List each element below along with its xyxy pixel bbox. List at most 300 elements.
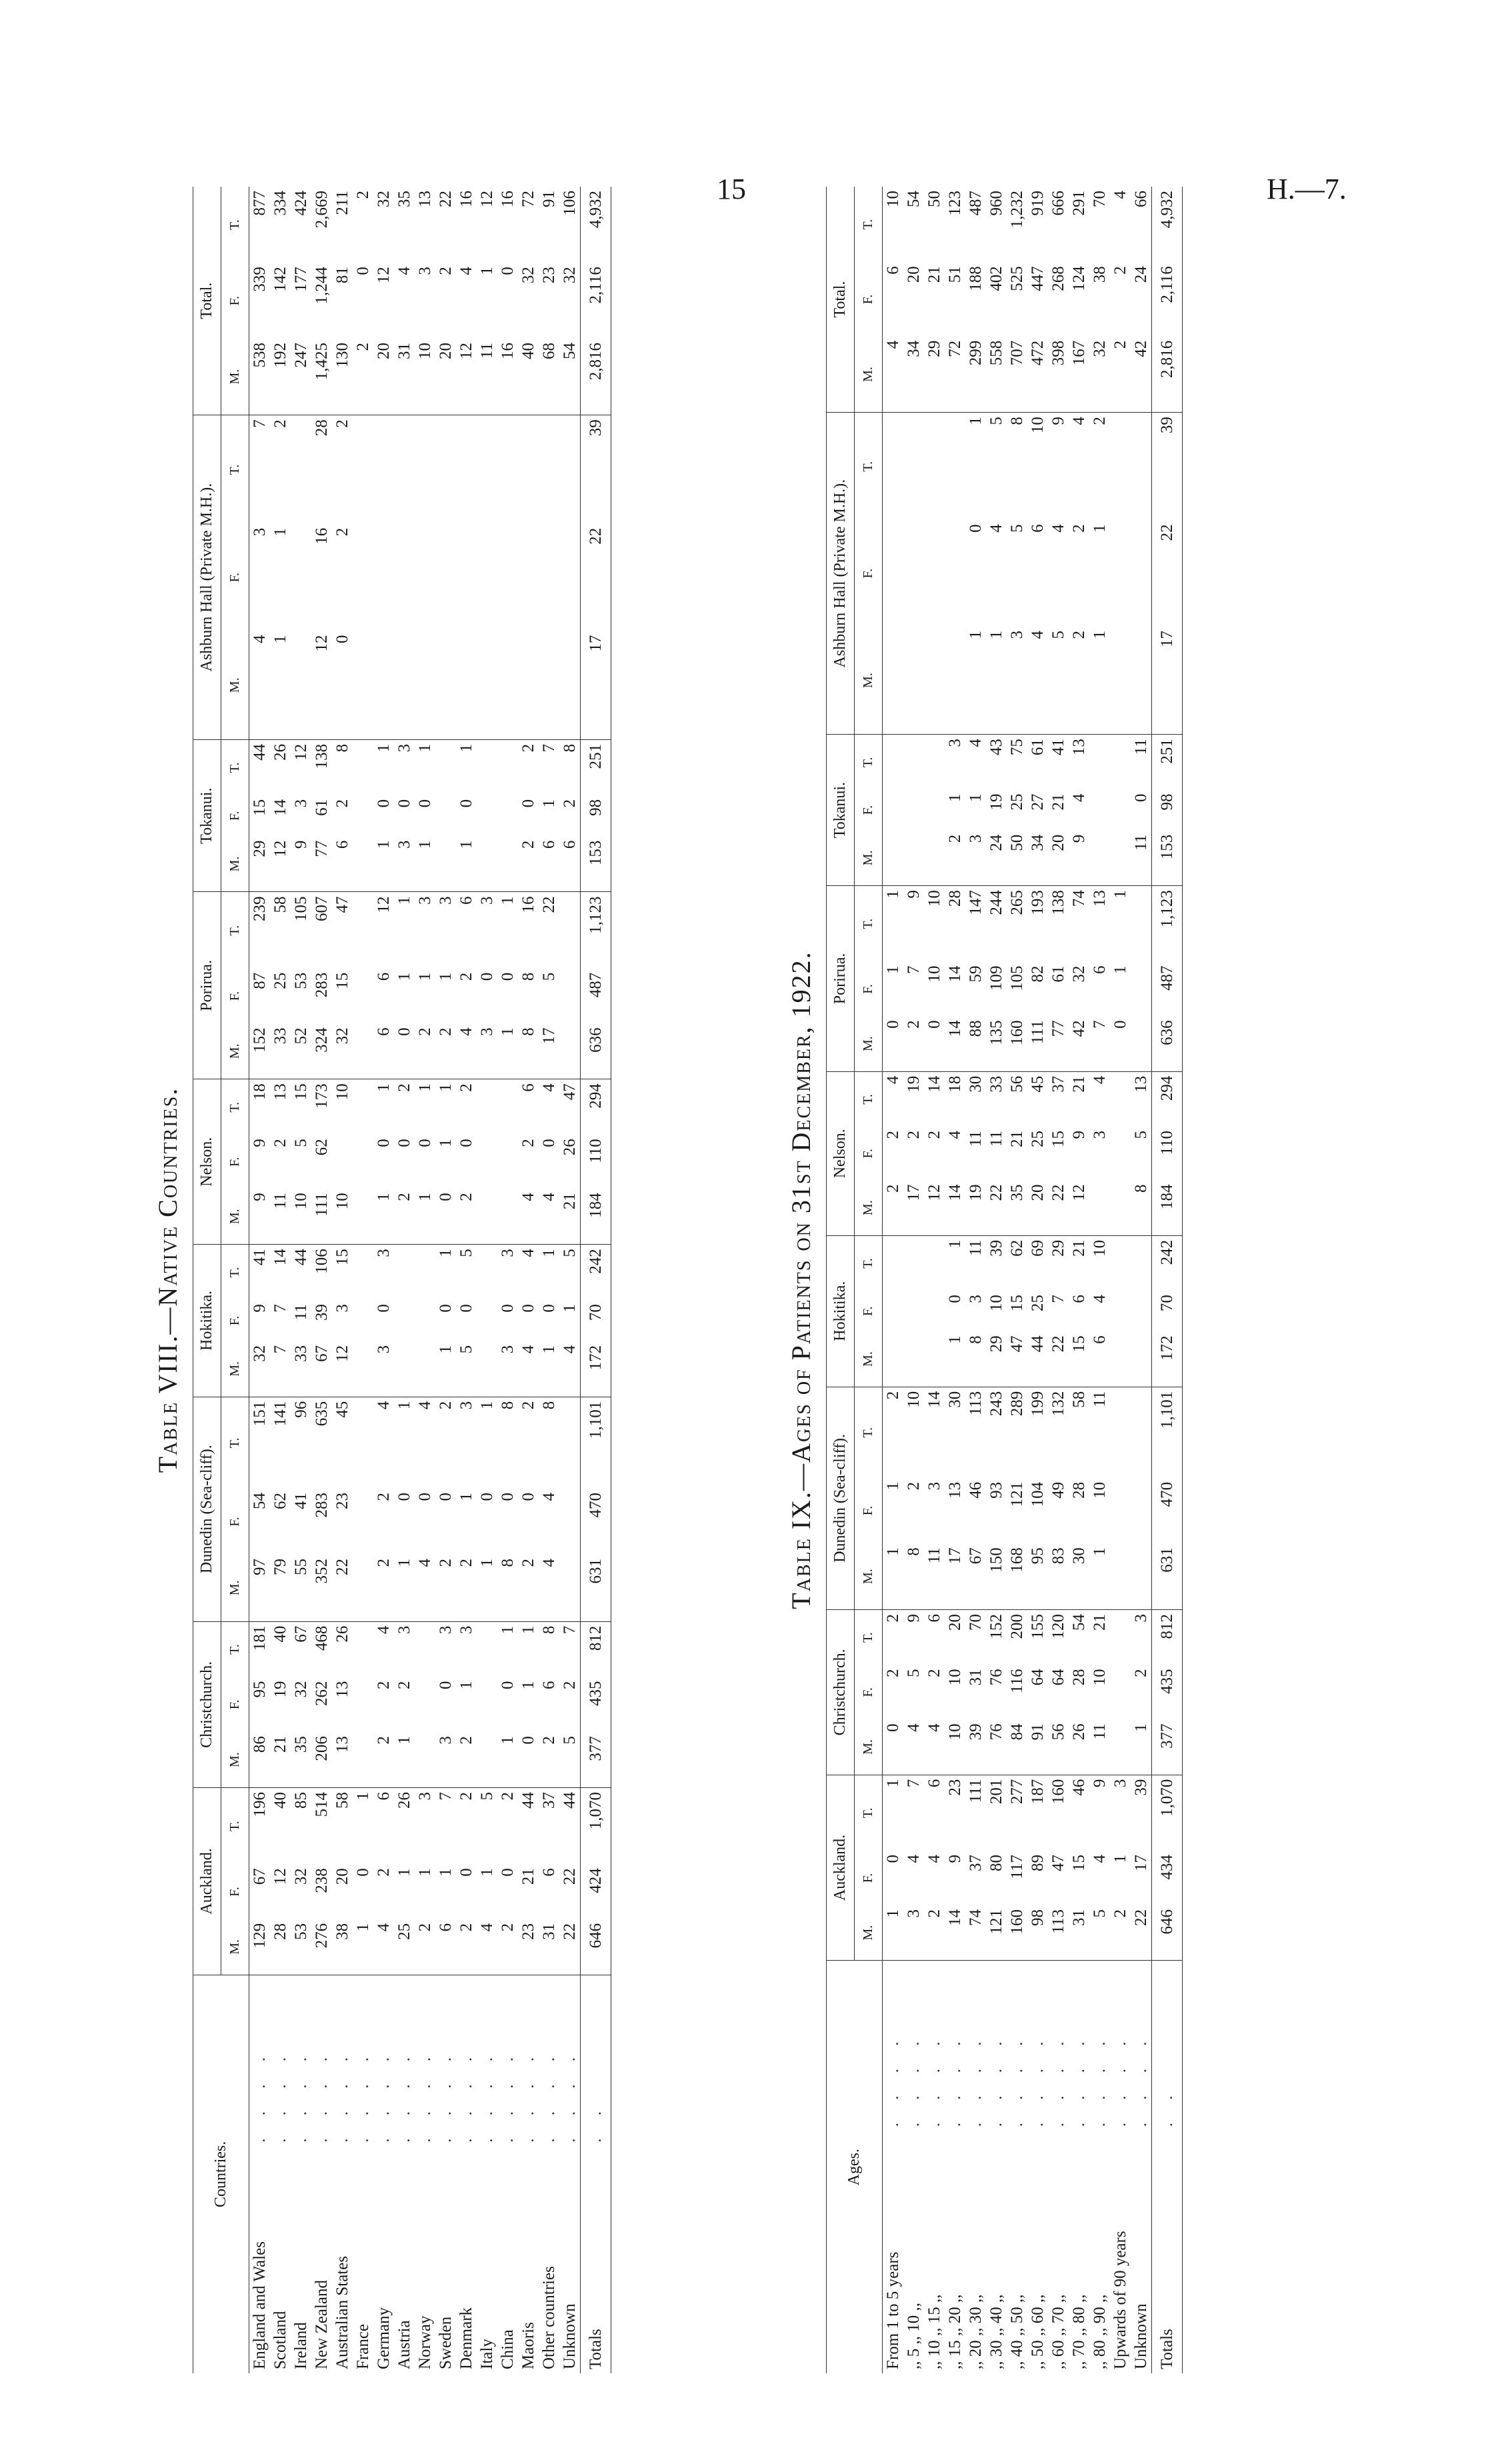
subcolumn-header: T. bbox=[855, 1235, 883, 1291]
table-cell bbox=[353, 1341, 373, 1397]
table-cell bbox=[394, 1341, 415, 1397]
table-cell: 124 bbox=[1070, 266, 1088, 291]
table-cell: 8 bbox=[333, 743, 351, 753]
column-group-header: Ashburn Hall (Private M.H.). bbox=[827, 413, 855, 735]
row-label: Scotland bbox=[271, 2311, 289, 2369]
table-cell: 32 bbox=[292, 1868, 310, 1885]
table-cell bbox=[353, 631, 373, 739]
table-cell: 268 bbox=[1049, 266, 1067, 291]
table-cell: 1 bbox=[270, 631, 291, 739]
leader-dots: . . . . bbox=[561, 2047, 579, 2143]
table-cell bbox=[415, 1300, 435, 1341]
table-row bbox=[1048, 187, 1069, 2373]
table-cell: 7 bbox=[561, 1625, 579, 1635]
table-cell: 6 bbox=[332, 837, 353, 892]
table-cell: 607 bbox=[313, 896, 331, 921]
table-cell: 8 bbox=[965, 1331, 986, 1387]
table-cell: 1 bbox=[478, 267, 496, 275]
table-row bbox=[1007, 187, 1027, 2373]
table-cell: 187 bbox=[1029, 1779, 1047, 1805]
table-cell: 25 bbox=[394, 1919, 415, 1975]
table-cell: 0 bbox=[395, 1492, 413, 1501]
table-cell: 0 bbox=[883, 1719, 904, 1775]
totals-cell: 435 bbox=[1152, 1665, 1183, 1719]
table-cell: 468 bbox=[313, 1625, 331, 1651]
table-cell: 1 bbox=[437, 1139, 455, 1147]
table-cell: 26 bbox=[395, 1792, 413, 1809]
table-cell: 3 bbox=[416, 1792, 434, 1801]
table-cell: 30 bbox=[946, 1391, 964, 1408]
table-cell: 2 bbox=[1110, 1905, 1131, 1961]
totals-cell: 153 bbox=[1152, 831, 1183, 886]
table-cell: 9 bbox=[291, 837, 311, 892]
table-cell: 2 bbox=[883, 1181, 904, 1236]
table-row bbox=[291, 187, 311, 2373]
table-cell: 2 bbox=[437, 267, 455, 275]
table-cell: 117 bbox=[1008, 1855, 1026, 1879]
table-cell: 525 bbox=[1008, 266, 1026, 291]
table-cell: 0 bbox=[395, 1139, 413, 1147]
table-cell bbox=[559, 631, 581, 739]
table-cell: 30 bbox=[967, 1075, 985, 1093]
table-cell: 2 bbox=[457, 1792, 475, 1801]
leader-dots: . . . . bbox=[519, 2047, 537, 2143]
table-cell: 95 bbox=[1027, 1543, 1048, 1609]
table-cell: 514 bbox=[313, 1792, 331, 1817]
table-cell: 8 bbox=[497, 1555, 518, 1621]
totals-cell: 70 bbox=[1152, 1291, 1183, 1331]
table-cell: 22 bbox=[559, 1919, 581, 1975]
subcolumn-header: F. bbox=[855, 1851, 883, 1905]
table-ix-title bbox=[785, 187, 817, 2373]
table-cell: 32 bbox=[249, 1341, 271, 1397]
table-cell: 2 bbox=[1110, 337, 1131, 413]
table-cell: 76 bbox=[987, 1669, 1005, 1686]
table-cell: 3 bbox=[395, 743, 413, 753]
table-cell: 1 bbox=[540, 799, 558, 808]
table-cell: 2 bbox=[884, 1614, 902, 1623]
table-cell: 2 bbox=[394, 1189, 415, 1244]
table-cell bbox=[477, 795, 497, 837]
table-cell: 9 bbox=[1069, 831, 1089, 886]
table-cell: 0 bbox=[354, 1868, 372, 1877]
leader-dots: . . . . bbox=[1091, 2032, 1109, 2127]
table-cell: 19 bbox=[905, 1075, 923, 1093]
table-cell: 7 bbox=[271, 1304, 289, 1313]
row-label: ,, 20 ,, 30 ,, bbox=[967, 2294, 985, 2369]
table-cell: 487 bbox=[967, 191, 985, 216]
table-cell: 3 bbox=[416, 896, 434, 905]
table-cell: 41 bbox=[1049, 739, 1067, 756]
table-cell bbox=[415, 1341, 435, 1397]
table-cell: 11 bbox=[1132, 739, 1150, 755]
table-cell bbox=[1110, 1665, 1131, 1719]
leader-dots: . . bbox=[1152, 1961, 1183, 2131]
table-cell: 13 bbox=[333, 1681, 351, 1698]
table-cell: 2,669 bbox=[313, 191, 331, 229]
table-cell bbox=[1110, 1181, 1131, 1236]
table-cell: 1 bbox=[884, 890, 902, 899]
table-cell: 16 bbox=[497, 339, 518, 415]
table-cell: 39 bbox=[987, 1239, 1005, 1257]
table-cell bbox=[945, 627, 965, 735]
table-cell: 32 bbox=[561, 267, 579, 284]
table-cell: 5 bbox=[559, 1732, 581, 1787]
table-cell: 23 bbox=[540, 267, 558, 284]
totals-cell: 646 bbox=[1152, 1905, 1183, 1961]
table-cell: 6 bbox=[435, 1919, 456, 1975]
leader-dots: . . . . bbox=[1049, 2032, 1067, 2127]
table-cell: 3 bbox=[478, 896, 496, 905]
totals-cell: 2,116 bbox=[581, 263, 611, 339]
table-viii-title-prefix: Table VIII. bbox=[153, 1334, 183, 1473]
totals-cell: 435 bbox=[581, 1677, 611, 1733]
table-cell: 8 bbox=[518, 1023, 539, 1079]
table-cell: 56 bbox=[1008, 1075, 1026, 1093]
subcolumn-header: T. bbox=[855, 1387, 883, 1478]
table-cell: 55 bbox=[291, 1555, 311, 1621]
subcolumn-header: T. bbox=[221, 1788, 249, 1865]
table-cell: 1 bbox=[416, 743, 434, 753]
totals-label: Totals bbox=[581, 2147, 611, 2373]
table-cell: 5 bbox=[540, 972, 558, 981]
table-cell: 93 bbox=[987, 1481, 1005, 1499]
table-cell: 1 bbox=[884, 1481, 902, 1491]
table-cell: 5 bbox=[457, 1249, 475, 1257]
table-cell: 9 bbox=[1070, 1131, 1088, 1139]
table-cell bbox=[883, 520, 904, 627]
table-cell: 37 bbox=[540, 1792, 558, 1809]
table-cell: 96 bbox=[292, 1401, 310, 1418]
table-cell: 3 bbox=[946, 739, 964, 747]
row-label: Denmark bbox=[457, 2307, 475, 2369]
table-cell: 12 bbox=[271, 1868, 289, 1885]
leader-dots: . . bbox=[581, 1975, 611, 2146]
table-cell bbox=[1131, 1235, 1152, 1291]
table-cell: 9 bbox=[905, 1614, 923, 1623]
table-cell: 15 bbox=[1049, 1131, 1067, 1148]
table-cell: 24 bbox=[986, 831, 1007, 886]
table-cell: 105 bbox=[292, 896, 310, 921]
table-cell: 12 bbox=[456, 339, 477, 415]
table-cell bbox=[415, 1732, 435, 1787]
table-cell: 77 bbox=[311, 837, 332, 892]
totals-cell: 4,932 bbox=[1152, 187, 1183, 262]
row-label: Norway bbox=[416, 2315, 434, 2369]
table-cell: 9 bbox=[946, 1855, 964, 1863]
table-cell bbox=[477, 739, 497, 795]
table-cell: 109 bbox=[987, 965, 1005, 991]
table-cell: 2 bbox=[924, 1905, 945, 1961]
table-cell: 11 bbox=[987, 1131, 1005, 1147]
table-cell: 3 bbox=[435, 1732, 456, 1787]
table-cell: 28 bbox=[1070, 1669, 1088, 1686]
row-label: ,, 60 ,, 70 ,, bbox=[1049, 2294, 1067, 2369]
table-cell bbox=[1131, 1016, 1152, 1071]
table-cell bbox=[903, 1291, 924, 1331]
table-cell: 22 bbox=[1131, 1905, 1152, 1961]
table-cell: 4 bbox=[903, 1719, 924, 1775]
table-cell: 538 bbox=[249, 339, 271, 415]
totals-cell: 251 bbox=[1152, 735, 1183, 790]
table-cell: 12 bbox=[332, 1341, 353, 1397]
table-cell: 1 bbox=[457, 1492, 475, 1501]
table-cell: 79 bbox=[270, 1555, 291, 1621]
table-cell: 80 bbox=[987, 1855, 1005, 1871]
subcolumn-header: F. bbox=[221, 969, 249, 1024]
totals-cell: 39 bbox=[1152, 413, 1183, 521]
table-cell: 28 bbox=[270, 1919, 291, 1975]
table-cell: 6 bbox=[457, 896, 475, 905]
table-cell bbox=[1131, 413, 1152, 521]
table-cell: 11 bbox=[967, 1239, 985, 1256]
table-cell: 4 bbox=[1027, 627, 1048, 735]
table-cell: 59 bbox=[967, 965, 985, 983]
table-cell: 2 bbox=[271, 1139, 289, 1147]
table-cell: 95 bbox=[251, 1681, 269, 1698]
table-cell: 74 bbox=[965, 1905, 986, 1961]
table-cell: 8 bbox=[499, 1401, 517, 1410]
table-cell: 21 bbox=[1049, 793, 1067, 811]
table-row bbox=[924, 187, 945, 2373]
table-cell bbox=[924, 413, 945, 521]
table-cell: 5 bbox=[1048, 627, 1069, 735]
table-cell: 11 bbox=[477, 339, 497, 415]
table-cell: 1 bbox=[373, 837, 394, 892]
leader-dots: . . . . bbox=[478, 2047, 496, 2143]
table-cell: 13 bbox=[416, 191, 434, 207]
totals-label: Totals bbox=[1152, 2131, 1183, 2373]
table-cell bbox=[1110, 1291, 1131, 1331]
table-cell: 83 bbox=[1048, 1543, 1069, 1609]
table-cell bbox=[883, 831, 904, 886]
table-cell: 2 bbox=[518, 1555, 539, 1621]
table-cell: 244 bbox=[987, 890, 1005, 915]
table-cell: 33 bbox=[291, 1341, 311, 1397]
table-cell: 6 bbox=[1091, 965, 1109, 974]
totals-cell: 294 bbox=[581, 1079, 611, 1135]
table-cell: 196 bbox=[251, 1792, 269, 1817]
table-cell bbox=[883, 1235, 904, 1291]
row-label: Austria bbox=[395, 2320, 413, 2369]
table-cell: 424 bbox=[292, 191, 310, 216]
table-cell: 707 bbox=[1007, 337, 1027, 413]
table-cell: 152 bbox=[249, 1023, 271, 1079]
table-cell: 1 bbox=[499, 1625, 517, 1635]
table-cell: 44 bbox=[519, 1792, 537, 1809]
totals-cell: 22 bbox=[1152, 520, 1183, 627]
table-cell: 28 bbox=[1070, 1481, 1088, 1499]
table-cell: 1 bbox=[437, 1868, 455, 1877]
subcolumn-header: F. bbox=[221, 524, 249, 631]
table-cell: 33 bbox=[987, 1075, 1005, 1093]
table-cell: 14 bbox=[945, 1905, 965, 1961]
table-cell: 277 bbox=[1008, 1779, 1026, 1805]
leader-dots: . . . . bbox=[1008, 2032, 1026, 2127]
table-cell: 20 bbox=[946, 1614, 964, 1631]
table-cell: 37 bbox=[1049, 1075, 1067, 1093]
totals-cell: 98 bbox=[1152, 789, 1183, 830]
totals-cell: 470 bbox=[1152, 1478, 1183, 1543]
table-cell: 11 bbox=[924, 1543, 945, 1609]
table-cell: 2 bbox=[456, 1919, 477, 1975]
table-cell: 4 bbox=[456, 1023, 477, 1079]
subcolumn-header: T. bbox=[221, 1621, 249, 1677]
totals-cell: 98 bbox=[581, 795, 611, 837]
table-cell: 1 bbox=[375, 1083, 393, 1092]
row-label: ,, 80 ,, 90 ,, bbox=[1091, 2294, 1109, 2369]
table-cell: 23 bbox=[518, 1919, 539, 1975]
table-cell: 3 bbox=[457, 1625, 475, 1635]
table-cell: 44 bbox=[251, 743, 269, 761]
table-viii-title-rest: —Native Countries. bbox=[153, 1087, 183, 1335]
table-cell bbox=[477, 1189, 497, 1244]
subcolumn-header: T. bbox=[221, 187, 249, 263]
table-cell: 6 bbox=[539, 837, 559, 892]
table-cell: 51 bbox=[946, 266, 964, 283]
subcolumn-header: M. bbox=[221, 631, 249, 739]
table-cell: 9 bbox=[905, 890, 923, 899]
table-cell: 1 bbox=[945, 1331, 965, 1387]
table-cell: 1 bbox=[519, 1625, 537, 1635]
table-cell: 2 bbox=[457, 1083, 475, 1092]
table-cell: 334 bbox=[271, 191, 289, 216]
table-cell: 7 bbox=[905, 1779, 923, 1788]
table-cell bbox=[1131, 1387, 1152, 1478]
totals-row bbox=[1152, 187, 1183, 2373]
table-cell: 0 bbox=[478, 1492, 496, 1501]
table-cell: 7 bbox=[1049, 1295, 1067, 1303]
subcolumn-header: F. bbox=[855, 520, 883, 627]
table-cell: 53 bbox=[291, 1919, 311, 1975]
table-cell: 16 bbox=[519, 896, 537, 913]
table-cell: 0 bbox=[499, 1492, 517, 1501]
column-group-header: Auckland. bbox=[827, 1775, 855, 1961]
table-cell: 11 bbox=[270, 1189, 291, 1244]
table-cell: 2 bbox=[375, 1492, 393, 1501]
table-cell: 152 bbox=[987, 1614, 1005, 1639]
leader-dots: . . . . bbox=[1111, 2032, 1129, 2127]
table-cell: 211 bbox=[333, 191, 351, 215]
ages-column-header: Ages. bbox=[827, 1961, 883, 2373]
table-cell: 123 bbox=[946, 191, 964, 216]
table-cell: 52 bbox=[291, 1023, 311, 1079]
table-cell: 243 bbox=[987, 1391, 1005, 1417]
totals-cell: 39 bbox=[581, 415, 611, 524]
subcolumn-header: T. bbox=[855, 735, 883, 790]
table-cell: 27 bbox=[1029, 793, 1047, 811]
leader-dots: . . . . bbox=[292, 2047, 310, 2143]
table-cell: 6 bbox=[540, 1868, 558, 1877]
table-cell: 38 bbox=[1091, 266, 1109, 283]
totals-cell: 631 bbox=[1152, 1543, 1183, 1609]
table-cell: 84 bbox=[1007, 1719, 1027, 1775]
table-cell: 1 bbox=[1111, 890, 1129, 899]
column-group-header: Hokitika. bbox=[827, 1235, 855, 1387]
totals-cell: 631 bbox=[581, 1555, 611, 1621]
table-cell: 9 bbox=[1049, 417, 1067, 425]
table-cell: 3 bbox=[394, 837, 415, 892]
table-cell: 0 bbox=[435, 1189, 456, 1244]
table-cell bbox=[1110, 627, 1131, 735]
leader-dots: . . . . bbox=[271, 2047, 289, 2143]
totals-cell: 377 bbox=[1152, 1719, 1183, 1775]
table-cell: 5 bbox=[478, 1792, 496, 1801]
table-cell: 1 bbox=[478, 1868, 496, 1877]
table-cell bbox=[1089, 831, 1110, 886]
table-cell: 1 bbox=[437, 1249, 455, 1257]
table-cell bbox=[353, 1300, 373, 1341]
totals-cell: 377 bbox=[581, 1732, 611, 1787]
table-cell: 0 bbox=[499, 1681, 517, 1690]
table-cell: 12 bbox=[292, 743, 310, 761]
table-cell: 12 bbox=[375, 896, 393, 913]
table-cell bbox=[477, 1341, 497, 1397]
table-cell: 1 bbox=[884, 1779, 902, 1788]
table-cell: 4 bbox=[987, 524, 1005, 533]
table-cell: 0 bbox=[394, 1023, 415, 1079]
table-cell: 44 bbox=[561, 1792, 579, 1809]
table-cell bbox=[1110, 789, 1131, 830]
table-cell bbox=[903, 831, 924, 886]
table-cell bbox=[518, 524, 539, 631]
table-cell: 2 bbox=[925, 1131, 943, 1139]
totals-cell: 22 bbox=[581, 524, 611, 631]
table-cell bbox=[539, 631, 559, 739]
table-cell bbox=[497, 415, 518, 524]
table-cell: 42 bbox=[1131, 337, 1152, 413]
subcolumn-header: T. bbox=[855, 1071, 883, 1127]
table-cell: 11 bbox=[967, 1131, 985, 1147]
table-cell: 28 bbox=[313, 419, 331, 437]
table-cell: 2 bbox=[271, 419, 289, 428]
table-cell: 31 bbox=[539, 1919, 559, 1975]
subcolumn-header: M. bbox=[855, 1719, 883, 1775]
table-row bbox=[249, 187, 271, 2373]
table-cell: 75 bbox=[1008, 739, 1026, 756]
table-cell: 67 bbox=[251, 1868, 269, 1885]
table-cell: 32 bbox=[332, 1023, 353, 1079]
table-cell: 2 bbox=[884, 1131, 902, 1139]
subcolumn-header: F. bbox=[855, 789, 883, 830]
table-cell bbox=[559, 1555, 581, 1621]
table-cell bbox=[924, 831, 945, 886]
table-cell: 1,232 bbox=[1008, 191, 1026, 229]
table-cell bbox=[353, 892, 373, 969]
table-cell bbox=[559, 1023, 581, 1079]
table-cell: 106 bbox=[561, 191, 579, 216]
table-cell: 4 bbox=[1111, 191, 1129, 199]
totals-cell: 17 bbox=[1152, 627, 1183, 735]
table-cell: 3 bbox=[375, 1249, 393, 1257]
table-cell bbox=[1110, 735, 1131, 790]
table-cell: 0 bbox=[519, 1492, 537, 1501]
table-cell: 35 bbox=[395, 191, 413, 207]
ages-body bbox=[883, 187, 1183, 2373]
table-cell: 151 bbox=[251, 1401, 269, 1427]
table-cell: 14 bbox=[945, 1181, 965, 1236]
column-group-header: Christchurch. bbox=[827, 1610, 855, 1775]
table-cell: 61 bbox=[1049, 965, 1067, 983]
table-cell: 15 bbox=[1008, 1295, 1026, 1312]
table-cell: 7 bbox=[270, 1341, 291, 1397]
table-cell: 0 bbox=[395, 799, 413, 808]
table-cell: 14 bbox=[945, 1016, 965, 1071]
subcolumn-header: M. bbox=[221, 1341, 249, 1397]
table-cell: 960 bbox=[987, 191, 1005, 216]
totals-cell: 184 bbox=[1152, 1181, 1183, 1236]
table-cell bbox=[1131, 627, 1152, 735]
